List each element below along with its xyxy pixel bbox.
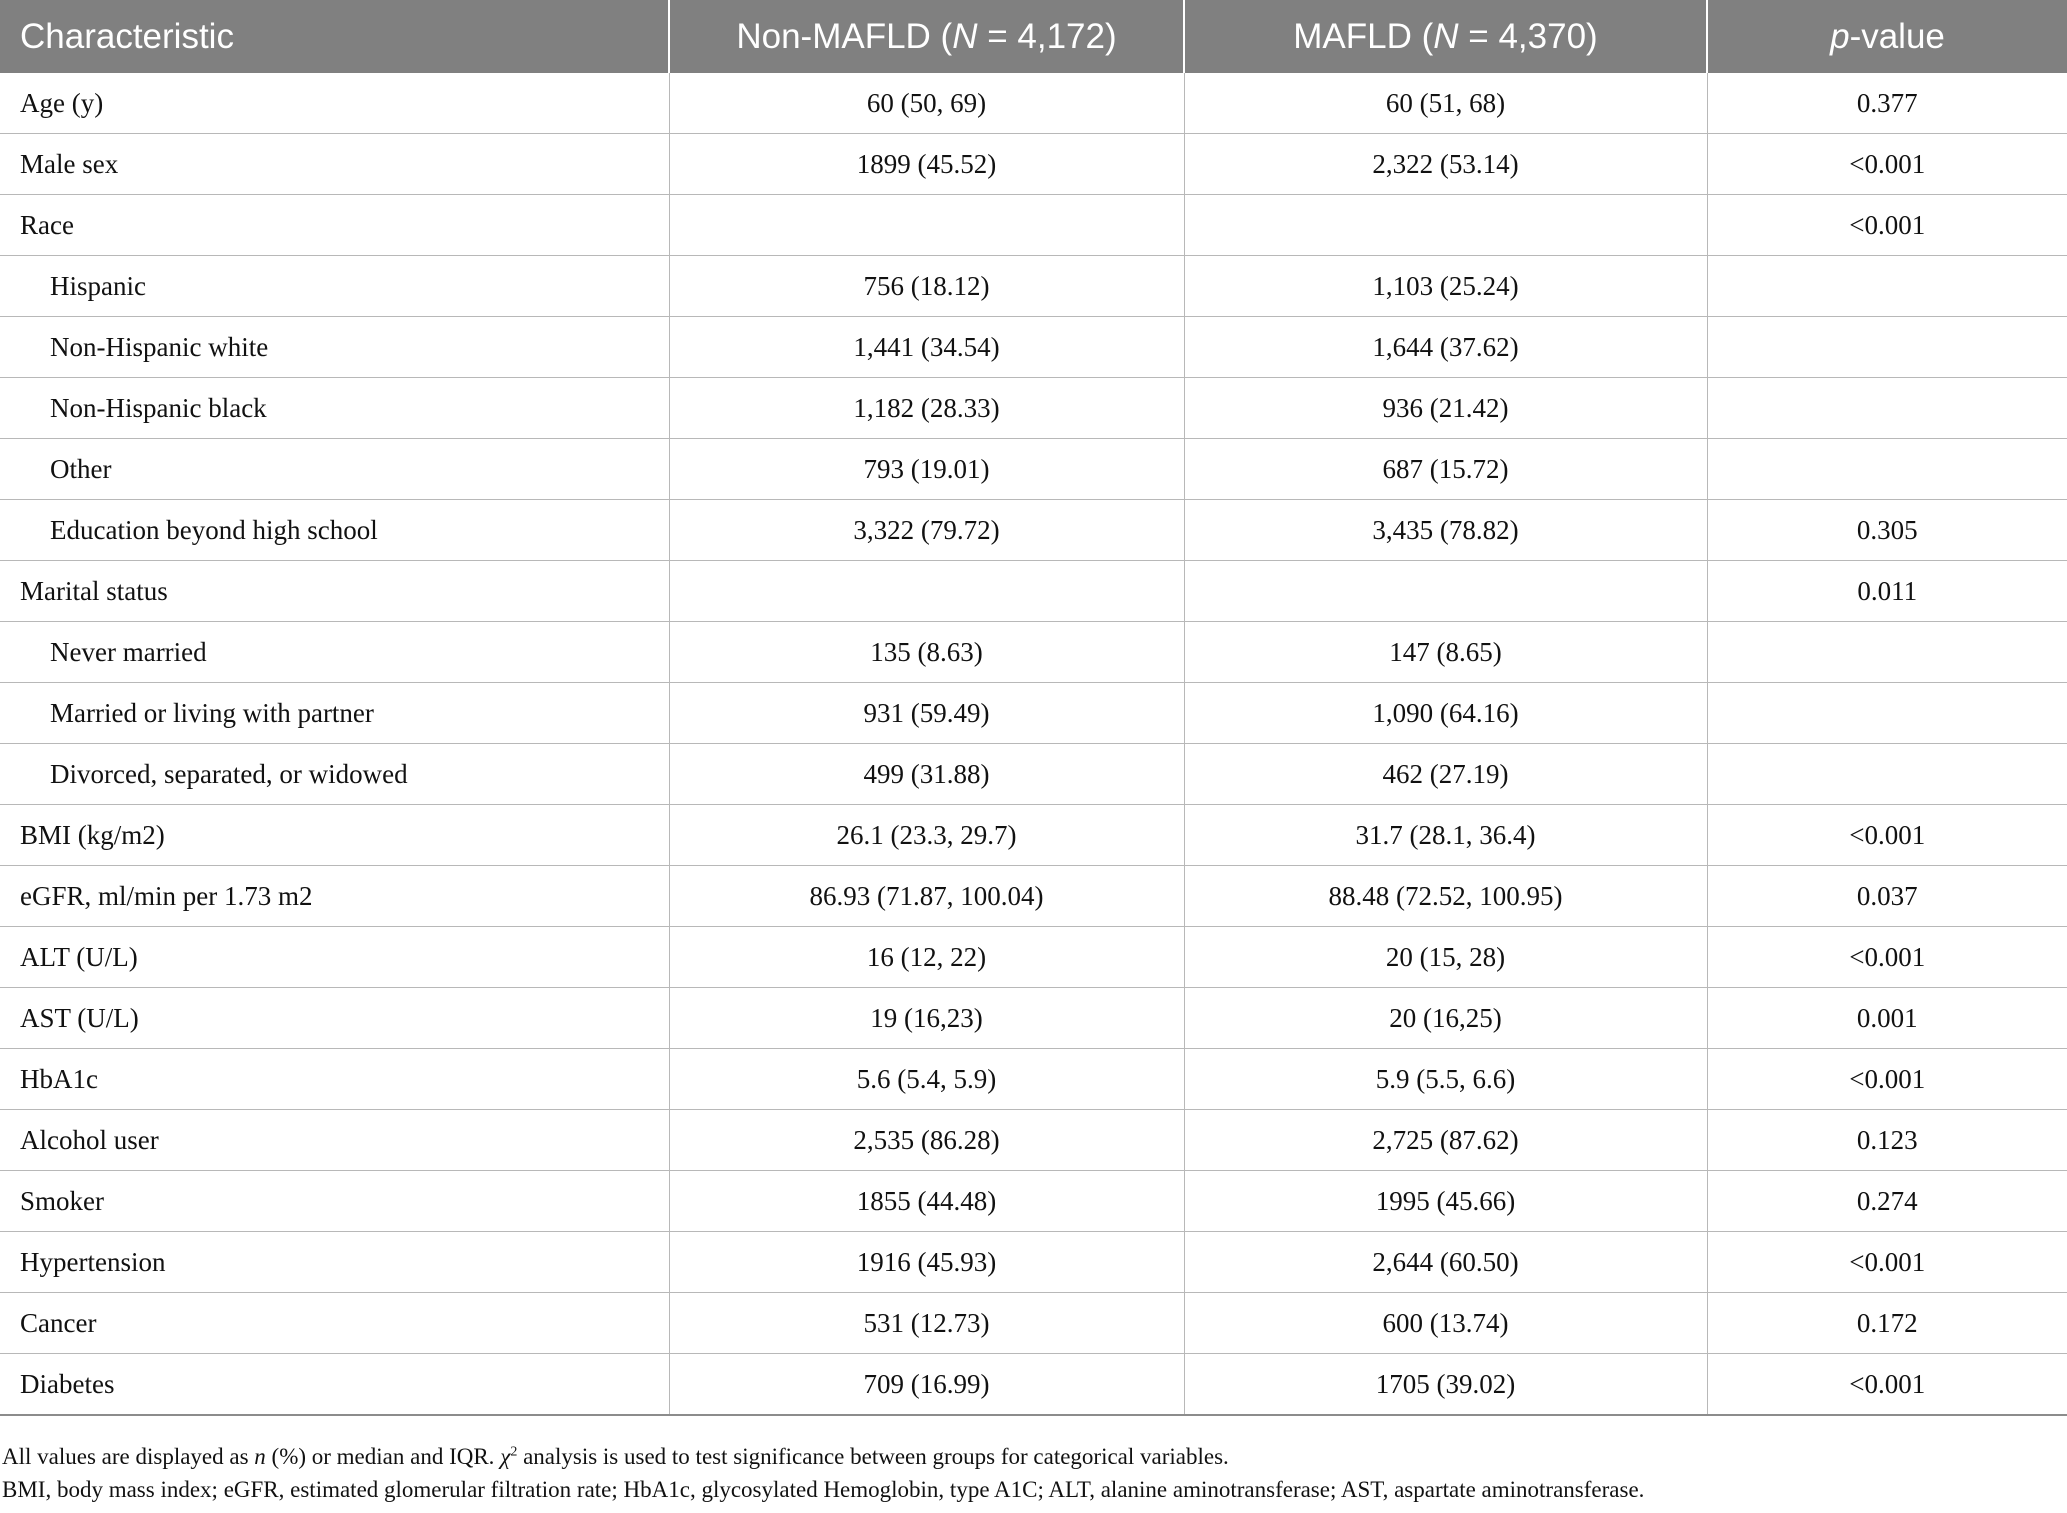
cell-characteristic: Hispanic	[0, 256, 669, 317]
header-p-suffix: -value	[1849, 16, 1945, 56]
table-row	[0, 1232, 2067, 1293]
header-row	[0, 0, 2067, 73]
cell-p-value: 0.001	[1707, 988, 2067, 1049]
cell-mafld: 5.9 (5.5, 6.6)	[1184, 1049, 1707, 1110]
cell-characteristic: AST (U/L)	[0, 988, 669, 1049]
table-row	[0, 1354, 2067, 1416]
cell-characteristic: Alcohol user	[0, 1110, 669, 1171]
cell-p-value: <0.001	[1707, 195, 2067, 256]
cell-non-mafld: 531 (12.73)	[669, 1293, 1184, 1354]
cell-non-mafld: 931 (59.49)	[669, 683, 1184, 744]
cell-characteristic: Never married	[0, 622, 669, 683]
cell-mafld: 2,644 (60.50)	[1184, 1232, 1707, 1293]
cell-characteristic: Non-Hispanic white	[0, 317, 669, 378]
cell-p-value: <0.001	[1707, 134, 2067, 195]
table-row	[0, 378, 2067, 439]
footnote-line-1	[2, 1440, 2062, 1473]
cell-characteristic: BMI (kg/m2)	[0, 805, 669, 866]
cell-non-mafld: 793 (19.01)	[669, 439, 1184, 500]
cell-non-mafld: 60 (50, 69)	[669, 73, 1184, 134]
cell-non-mafld: 26.1 (23.3, 29.7)	[669, 805, 1184, 866]
cell-mafld: 687 (15.72)	[1184, 439, 1707, 500]
cell-characteristic: Other	[0, 439, 669, 500]
cell-non-mafld: 1,182 (28.33)	[669, 378, 1184, 439]
cell-mafld: 20 (15, 28)	[1184, 927, 1707, 988]
cell-non-mafld: 19 (16,23)	[669, 988, 1184, 1049]
cell-p-value	[1707, 256, 2067, 317]
cell-mafld: 1,644 (37.62)	[1184, 317, 1707, 378]
cell-non-mafld: 3,322 (79.72)	[669, 500, 1184, 561]
header-non-mafld-n: N	[952, 16, 978, 56]
cell-mafld: 1995 (45.66)	[1184, 1171, 1707, 1232]
cell-p-value	[1707, 378, 2067, 439]
cell-p-value: 0.123	[1707, 1110, 2067, 1171]
header-characteristic-text: Characteristic	[20, 16, 234, 56]
cell-non-mafld: 709 (16.99)	[669, 1354, 1184, 1416]
header-non-mafld-suffix: = 4,172)	[977, 16, 1117, 56]
cell-characteristic: Married or living with partner	[0, 683, 669, 744]
cell-non-mafld: 2,535 (86.28)	[669, 1110, 1184, 1171]
table-row	[0, 622, 2067, 683]
header-non-mafld-prefix: Non-MAFLD (	[736, 16, 953, 56]
cell-characteristic: HbA1c	[0, 1049, 669, 1110]
cell-non-mafld: 1916 (45.93)	[669, 1232, 1184, 1293]
cell-non-mafld: 135 (8.63)	[669, 622, 1184, 683]
cell-characteristic: Marital status	[0, 561, 669, 622]
table-body	[0, 73, 2067, 1415]
table-row	[0, 927, 2067, 988]
cell-characteristic: Diabetes	[0, 1354, 669, 1416]
header-mafld-suffix: = 4,370)	[1458, 16, 1598, 56]
cell-characteristic: Age (y)	[0, 73, 669, 134]
cell-non-mafld: 86.93 (71.87, 100.04)	[669, 866, 1184, 927]
cell-mafld: 600 (13.74)	[1184, 1293, 1707, 1354]
table-row	[0, 744, 2067, 805]
table-header	[0, 0, 2067, 73]
cell-characteristic: ALT (U/L)	[0, 927, 669, 988]
cell-p-value: <0.001	[1707, 927, 2067, 988]
table-row	[0, 683, 2067, 744]
cell-mafld: 1705 (39.02)	[1184, 1354, 1707, 1416]
header-mafld-prefix: MAFLD (	[1293, 16, 1434, 56]
cell-p-value	[1707, 439, 2067, 500]
footnote-1-text-a: All values are displayed as	[2, 1444, 255, 1469]
cell-p-value: 0.274	[1707, 1171, 2067, 1232]
cell-p-value	[1707, 622, 2067, 683]
header-mafld	[1184, 0, 1707, 73]
header-p-value	[1707, 0, 2067, 73]
cell-mafld: 1,090 (64.16)	[1184, 683, 1707, 744]
cell-mafld: 3,435 (78.82)	[1184, 500, 1707, 561]
footnotes	[2, 1440, 2062, 1506]
cell-mafld: 462 (27.19)	[1184, 744, 1707, 805]
cell-p-value: 0.037	[1707, 866, 2067, 927]
table-row	[0, 317, 2067, 378]
cell-non-mafld: 1,441 (34.54)	[669, 317, 1184, 378]
cell-characteristic: Smoker	[0, 1171, 669, 1232]
cell-mafld: 60 (51, 68)	[1184, 73, 1707, 134]
cell-mafld: 88.48 (72.52, 100.95)	[1184, 866, 1707, 927]
cell-p-value	[1707, 683, 2067, 744]
cell-characteristic: Education beyond high school	[0, 500, 669, 561]
table-row	[0, 988, 2067, 1049]
table-row	[0, 195, 2067, 256]
table-row	[0, 1110, 2067, 1171]
table-row	[0, 1171, 2067, 1232]
cell-characteristic: Hypertension	[0, 1232, 669, 1293]
table-row	[0, 500, 2067, 561]
cell-non-mafld	[669, 561, 1184, 622]
cell-non-mafld: 1855 (44.48)	[669, 1171, 1184, 1232]
cell-p-value: 0.377	[1707, 73, 2067, 134]
footnote-line-2: BMI, body mass index; eGFR, estimated glomerular filtration rate; HbA1c, glycosylated Hemoglobin, type A1C; ALT, alanine aminotransferase; AST, aspartate aminotransferase.	[2, 1477, 1645, 1502]
table-row	[0, 73, 2067, 134]
table-row	[0, 1293, 2067, 1354]
cell-p-value: 0.172	[1707, 1293, 2067, 1354]
table-row	[0, 866, 2067, 927]
table-row	[0, 256, 2067, 317]
cell-mafld	[1184, 195, 1707, 256]
cell-mafld: 31.7 (28.1, 36.4)	[1184, 805, 1707, 866]
cell-mafld: 20 (16,25)	[1184, 988, 1707, 1049]
cell-p-value: 0.305	[1707, 500, 2067, 561]
cell-mafld: 147 (8.65)	[1184, 622, 1707, 683]
cell-mafld: 936 (21.42)	[1184, 378, 1707, 439]
footnote-1-chi: χ	[500, 1444, 511, 1469]
table-row	[0, 1049, 2067, 1110]
header-p-italic: p	[1830, 16, 1850, 56]
cell-non-mafld	[669, 195, 1184, 256]
cell-non-mafld: 756 (18.12)	[669, 256, 1184, 317]
cell-p-value: <0.001	[1707, 1354, 2067, 1416]
cell-characteristic: Non-Hispanic black	[0, 378, 669, 439]
footnote-1-sup: 2	[510, 1444, 518, 1460]
cell-characteristic: eGFR, ml/min per 1.73 m2	[0, 866, 669, 927]
header-non-mafld	[669, 0, 1184, 73]
cell-characteristic: Race	[0, 195, 669, 256]
header-mafld-n: N	[1433, 16, 1459, 56]
cell-p-value: 0.011	[1707, 561, 2067, 622]
table-row	[0, 134, 2067, 195]
cell-non-mafld: 5.6 (5.4, 5.9)	[669, 1049, 1184, 1110]
cell-non-mafld: 499 (31.88)	[669, 744, 1184, 805]
cell-p-value: <0.001	[1707, 805, 2067, 866]
cell-non-mafld: 16 (12, 22)	[669, 927, 1184, 988]
footnote-1-text-b: (%) or median and IQR.	[265, 1444, 501, 1469]
cell-mafld: 2,322 (53.14)	[1184, 134, 1707, 195]
header-characteristic	[0, 0, 669, 73]
footnote-1-text-c: analysis is used to test significance between groups for categorical variables.	[517, 1444, 1229, 1469]
footnote-1-n: n	[254, 1444, 266, 1469]
table-row	[0, 805, 2067, 866]
cell-mafld: 1,103 (25.24)	[1184, 256, 1707, 317]
cell-mafld	[1184, 561, 1707, 622]
table-row	[0, 561, 2067, 622]
cell-p-value	[1707, 317, 2067, 378]
cell-characteristic: Male sex	[0, 134, 669, 195]
cell-p-value: <0.001	[1707, 1049, 2067, 1110]
cell-characteristic: Divorced, separated, or widowed	[0, 744, 669, 805]
cell-p-value: <0.001	[1707, 1232, 2067, 1293]
cell-p-value	[1707, 744, 2067, 805]
cell-non-mafld: 1899 (45.52)	[669, 134, 1184, 195]
table-row	[0, 439, 2067, 500]
cell-mafld: 2,725 (87.62)	[1184, 1110, 1707, 1171]
cell-characteristic: Cancer	[0, 1293, 669, 1354]
